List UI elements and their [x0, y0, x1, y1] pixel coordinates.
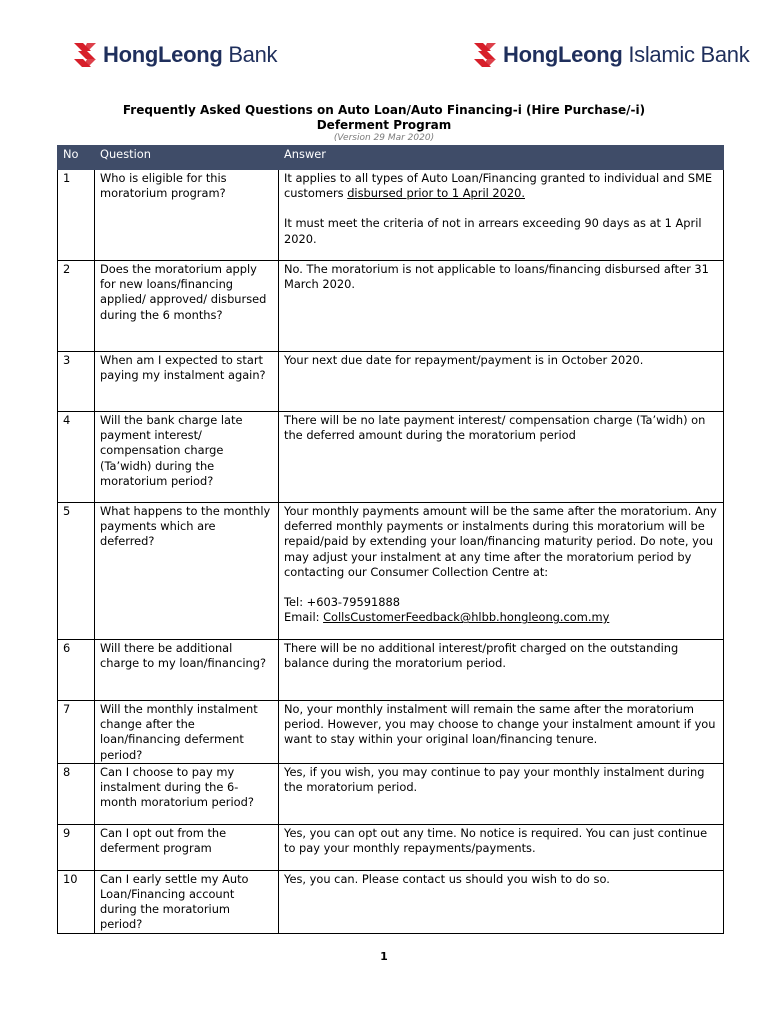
row-answer: Your next due date for repayment/payment is in October 2020. — [279, 352, 724, 412]
row-answer — [279, 170, 724, 261]
table-row — [58, 640, 724, 701]
answer-text: Your monthly payments amount will be the same after the moratorium. Any deferred monthly payments or instalments during this moratorium will be repaid/paid by extending your loan/financing maturity period. Do note, you may adjust your instalment at any time after the moratorium period by contacting our Consumer Collection — [284, 504, 717, 579]
row-answer — [279, 503, 724, 640]
table-row — [58, 412, 724, 503]
faq-table — [57, 145, 724, 934]
row-question: Will the bank charge late payment interest/ compensation charge (Ta’widh) during the moratorium period? — [95, 412, 279, 503]
table-row — [58, 763, 724, 824]
header-no: No — [58, 146, 95, 170]
table-header-row — [58, 146, 724, 170]
logo-text: HongLeong Islamic Bank — [503, 42, 750, 67]
hong-leong-bank-logo — [72, 40, 277, 70]
table-row — [58, 352, 724, 412]
row-number: 3 — [58, 352, 95, 412]
email-label: Email: — [284, 610, 324, 625]
row-number: 4 — [58, 412, 95, 503]
row-answer: There will be no late payment interest/ compensation charge (Ta’widh) on the deferred amount during the moratorium period — [279, 412, 724, 503]
email-link[interactable]: CollsCustomerFeedback@hlbb.hongleong.com.my — [323, 610, 610, 625]
row-answer: Yes, you can. Please contact us should you wish to do so. — [279, 870, 724, 933]
row-answer: There will be no additional interest/profit charged on the outstanding balance during the moratorium period. — [279, 640, 724, 701]
row-number: 5 — [58, 503, 95, 640]
contact-tel: Tel: +603-79591888 — [284, 595, 401, 610]
row-number: 6 — [58, 640, 95, 701]
page-number: 1 — [380, 950, 388, 963]
row-number: 8 — [58, 763, 95, 824]
document-subtitle: Deferment Program — [316, 118, 452, 132]
header-question: Question — [95, 146, 279, 170]
row-number: 1 — [58, 170, 95, 261]
answer-text: at: — [529, 564, 549, 579]
row-question: When am I expected to start paying my instalment again? — [95, 352, 279, 412]
answer-text: It applies to all types of Auto Loan/Financing granted to individual and SME customers — [284, 171, 713, 201]
row-number: 2 — [58, 261, 95, 352]
table-row — [58, 261, 724, 352]
version-label: (Version 29 Mar 2020) — [333, 133, 435, 143]
row-question: Will the monthly instalment change after the loan/financing deferment period? — [95, 701, 279, 764]
logo-text: HongLeong Bank — [103, 42, 278, 67]
row-answer: Yes, if you wish, you may continue to pay your monthly instalment during the moratorium period. — [279, 763, 724, 824]
header-answer: Answer — [279, 146, 724, 170]
row-question: Can I choose to pay my instalment during the 6-month moratorium period? — [95, 763, 279, 824]
row-answer: No. The moratorium is not applicable to loans/financing disbursed after 31 March 2020. — [279, 261, 724, 352]
table-row — [58, 870, 724, 933]
table-row — [58, 170, 724, 261]
answer-underlined-text: disbursed prior to 1 April 2020. — [347, 186, 525, 201]
document-title: Frequently Asked Questions on Auto Loan/Auto Financing-i (Hire Purchase/-i) — [122, 103, 646, 117]
centre-text: Centre — [492, 564, 530, 579]
hong-leong-mark-icon — [472, 40, 498, 70]
row-question: Will there be additional charge to my loan/financing? — [95, 640, 279, 701]
row-question: Can I early settle my Auto Loan/Financing account during the moratorium period? — [95, 870, 279, 933]
row-number: 9 — [58, 824, 95, 870]
answer-text: It must meet the criteria of not in arrears exceeding 90 days as at 1 April 2020. — [284, 216, 702, 246]
row-number: 10 — [58, 870, 95, 933]
row-question: Who is eligible for this moratorium program? — [95, 170, 279, 261]
row-answer: Yes, you can opt out any time. No notice is required. You can just continue to pay your monthly repayments/payments. — [279, 824, 724, 870]
row-number: 7 — [58, 701, 95, 764]
table-row — [58, 824, 724, 870]
row-question: Does the moratorium apply for new loans/financing applied/ approved/ disbursed during the 6 months? — [95, 261, 279, 352]
hong-leong-islamic-bank-logo — [472, 40, 749, 70]
table-row — [58, 701, 724, 764]
row-answer: No, your monthly instalment will remain the same after the moratorium period. However, you may choose to change your instalment amount if you want to stay within your original loan/financing tenure. — [279, 701, 724, 764]
hong-leong-mark-icon — [72, 40, 98, 70]
row-question: Can I opt out from the deferment program — [95, 824, 279, 870]
row-question: What happens to the monthly payments which are deferred? — [95, 503, 279, 640]
table-row — [58, 503, 724, 640]
